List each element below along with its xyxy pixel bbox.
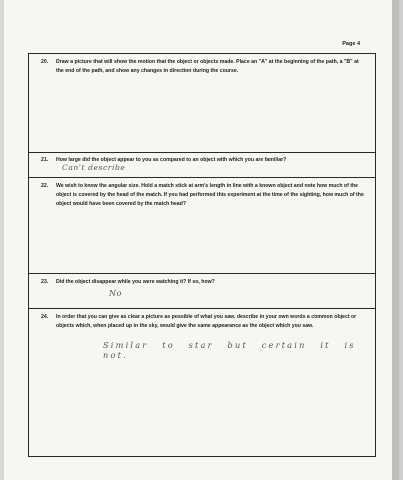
question-number: 23. xyxy=(41,279,49,285)
question-22 xyxy=(41,182,367,209)
page-number: Page 4 xyxy=(342,41,360,47)
question-number: 22. xyxy=(41,183,49,189)
handwritten-answer: Can't describe xyxy=(62,163,126,172)
handwritten-answer: Similar to star but certain it is not. xyxy=(103,340,356,360)
question-20-section xyxy=(29,54,375,153)
question-24-section xyxy=(29,309,375,457)
question-24 xyxy=(41,313,367,331)
question-form xyxy=(28,53,376,457)
question-text: Draw a picture that will show the motion that the object or objects made. Place an "A" at the beginning of the path, a "B" at the end of the path, and show any changes in direction during the course. xyxy=(56,59,359,74)
question-number: 24. xyxy=(41,314,49,320)
scan-edge-right xyxy=(399,0,403,480)
question-text: In order that you can give as clear a picture as possible of what you saw, describe in your own words a common object or objects which, when placed up in the sky, would give the same appearance as the object which you saw. xyxy=(56,314,357,329)
handwritten-answer: No xyxy=(109,289,123,298)
question-23-section xyxy=(29,274,375,309)
question-number: 20. xyxy=(41,59,49,65)
question-22-section xyxy=(29,178,375,274)
question-text: We wish to know the angular size. Hold a match stick at arm's length in line with a known object and note how much of the object is covered by the head of the match. If you had performed this experiment at the time of the sighting, how much of the object would have been covered by the match head? xyxy=(56,183,364,207)
question-20 xyxy=(41,58,367,76)
question-text: How large did the object appear to you as compared to an object with which you are familiar? xyxy=(56,157,287,163)
question-23 xyxy=(41,278,367,287)
questionnaire-page xyxy=(4,0,392,480)
question-number: 21. xyxy=(41,157,49,163)
question-21-section xyxy=(29,153,375,178)
question-text: Did the object disappear while you were watching it? If so, how? xyxy=(56,279,215,285)
